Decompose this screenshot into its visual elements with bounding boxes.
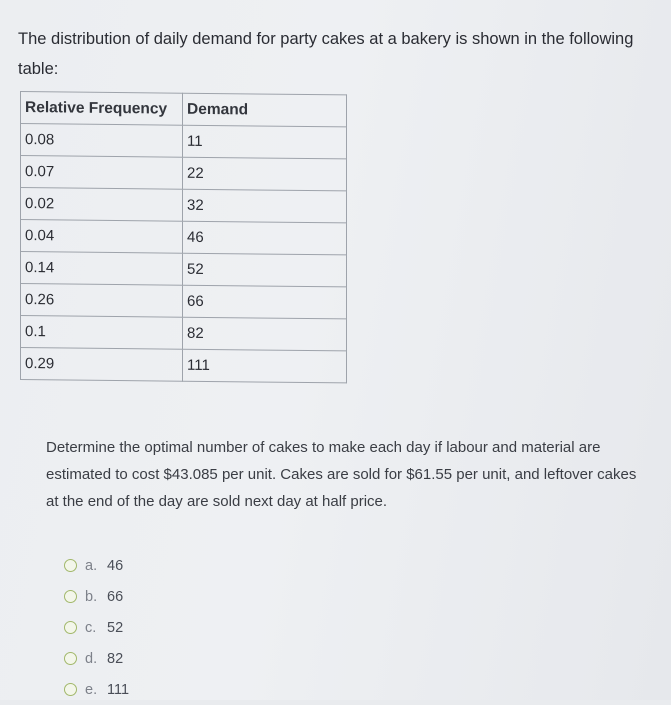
option-c[interactable] bbox=[64, 612, 129, 643]
radio-button-icon[interactable] bbox=[64, 652, 77, 665]
radio-button-icon[interactable] bbox=[64, 559, 77, 572]
relative-frequency-cell: 0.26 bbox=[21, 284, 183, 318]
option-letter: a. bbox=[85, 557, 98, 574]
demand-cell: 52 bbox=[183, 253, 347, 287]
option-d[interactable] bbox=[64, 643, 129, 674]
option-e[interactable] bbox=[64, 674, 129, 705]
radio-button-icon[interactable] bbox=[64, 590, 77, 603]
table-row bbox=[21, 220, 347, 255]
option-a[interactable] bbox=[64, 550, 129, 581]
option-letter: e. bbox=[85, 681, 98, 698]
table-row bbox=[21, 316, 347, 351]
demand-cell: 66 bbox=[183, 285, 347, 319]
table-row bbox=[21, 156, 347, 191]
demand-cell: 22 bbox=[183, 157, 347, 191]
option-letter: d. bbox=[85, 650, 98, 667]
question-intro: The distribution of daily demand for party cakes at a bakery is shown in the following table: bbox=[18, 30, 634, 78]
header-demand: Demand bbox=[183, 93, 347, 127]
option-letter: c. bbox=[85, 619, 97, 636]
relative-frequency-cell: 0.1 bbox=[21, 316, 183, 350]
table-row bbox=[21, 188, 347, 223]
answer-options bbox=[64, 550, 129, 705]
relative-frequency-cell: 0.02 bbox=[21, 188, 183, 222]
demand-cell: 82 bbox=[183, 317, 347, 351]
option-value: 66 bbox=[107, 588, 124, 605]
radio-button-icon[interactable] bbox=[64, 683, 77, 696]
radio-button-icon[interactable] bbox=[64, 621, 77, 634]
relative-frequency-cell: 0.07 bbox=[21, 156, 183, 190]
question-prompt: Determine the optimal number of cakes to make each day if labour and material are estimated to cost $43.085 per unit. Cakes are sold for $61.55 per unit, and leftover cakes at the end of the day are sold next day at half price. bbox=[46, 439, 637, 510]
demand-cell: 46 bbox=[183, 221, 347, 255]
header-relative-frequency: Relative Frequency bbox=[21, 92, 183, 126]
table-row bbox=[21, 252, 347, 287]
option-value: 111 bbox=[107, 681, 130, 698]
relative-frequency-cell: 0.29 bbox=[21, 348, 183, 382]
demand-table bbox=[20, 91, 347, 383]
relative-frequency-cell: 0.14 bbox=[21, 252, 183, 286]
demand-cell: 111 bbox=[183, 349, 347, 383]
demand-cell: 11 bbox=[183, 125, 347, 159]
relative-frequency-cell: 0.04 bbox=[21, 220, 183, 254]
table-row bbox=[21, 124, 347, 159]
option-value: 82 bbox=[107, 650, 124, 667]
relative-frequency-cell: 0.08 bbox=[21, 124, 183, 158]
table-row bbox=[21, 348, 347, 383]
option-value: 46 bbox=[107, 557, 124, 574]
table-header-row bbox=[21, 92, 347, 127]
table-row bbox=[21, 284, 347, 319]
demand-cell: 32 bbox=[183, 189, 347, 223]
option-letter: b. bbox=[85, 588, 98, 605]
option-b[interactable] bbox=[64, 581, 129, 612]
option-value: 52 bbox=[107, 619, 124, 636]
